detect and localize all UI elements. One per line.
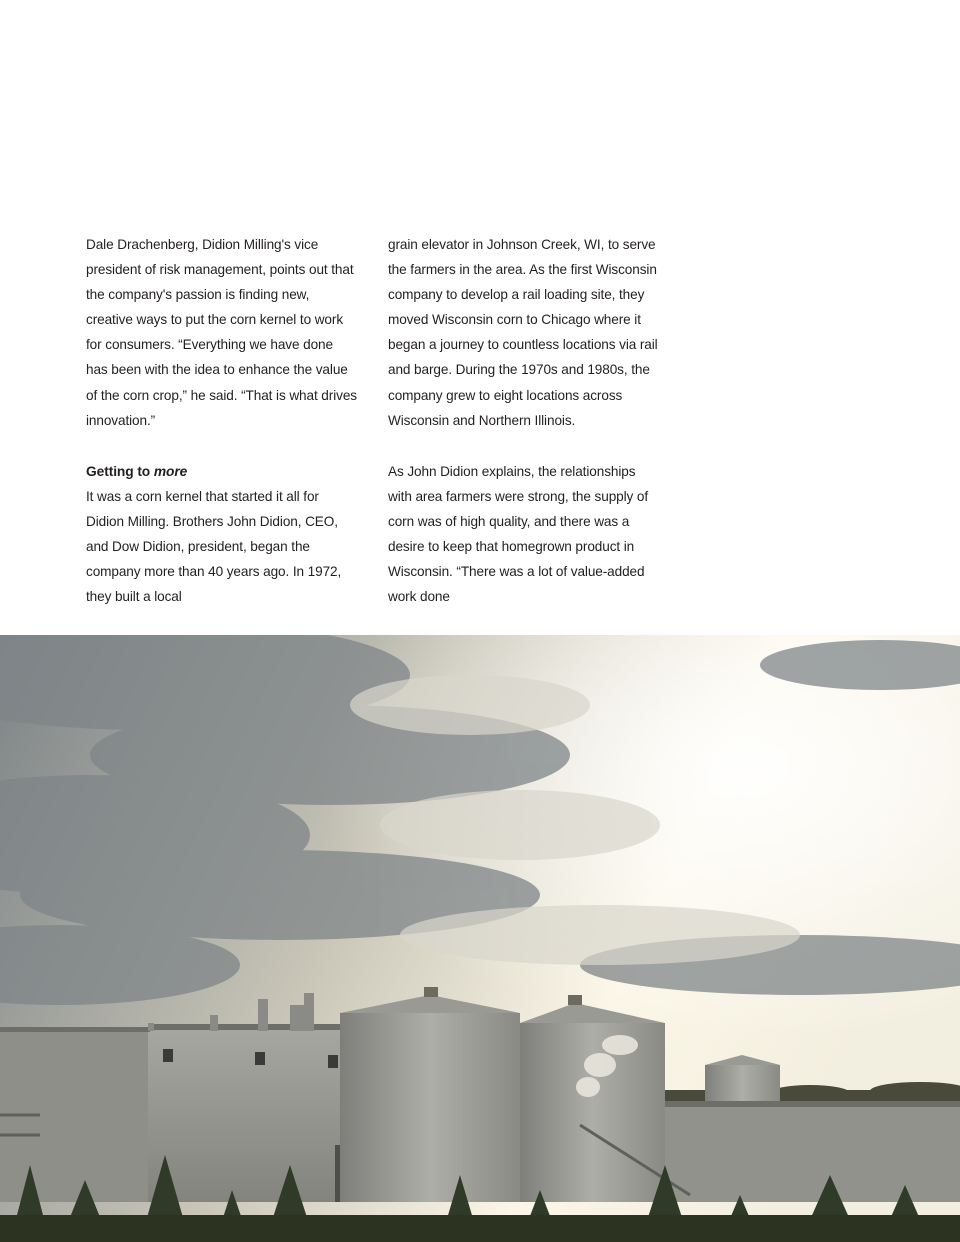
- paragraph-corn-kernel: It was a corn kernel that started it all for Didion Milling. Brothers John Didion, CEO, and Dow Didion, president, began the company more than 40 years ago. In 1972, they built a local: [86, 488, 342, 605]
- paragraph-john-didion: As John Didion explains, the relationships with area farmers were strong, the supply of corn was of high quality, and there was a desire to keep that homegrown product in Wisconsin. “There was a lot of value-added work done: [388, 463, 649, 605]
- annex-building: [665, 1101, 960, 1202]
- paragraph-drachenberg: Dale Drachenberg, Didion Milling's vice president of risk management, points out that the company's passion is finding new, creative ways to put the corn kernel to work for consumers. “Everything we have done has been with the idea to enhance the value of the corn crop,” he said. “That is what drives innovation.”: [86, 237, 357, 428]
- section-heading-emphasis: more: [153, 463, 188, 479]
- section-heading-text: Getting to: [86, 463, 151, 479]
- paragraph-gap: [388, 433, 658, 459]
- text-column-left: [86, 232, 358, 609]
- text-column-right: [388, 232, 658, 609]
- paragraph-grain-elevator: grain elevator in Johnson Creek, WI, to serve the farmers in the area. As the first Wisconsin company to develop a rail loading site, they moved Wisconsin corn to Chicago where it began a journey to countless locations via rail and barge. During the 1970s and 1980s, the company grew to eight locations across Wisconsin and Northern Illinois.: [388, 237, 658, 428]
- facility-photo-illustration: [0, 635, 960, 1242]
- ground: [0, 1215, 960, 1242]
- facility-photo: [0, 635, 960, 1242]
- paragraph-gap: [86, 433, 358, 459]
- section-heading: [86, 459, 358, 484]
